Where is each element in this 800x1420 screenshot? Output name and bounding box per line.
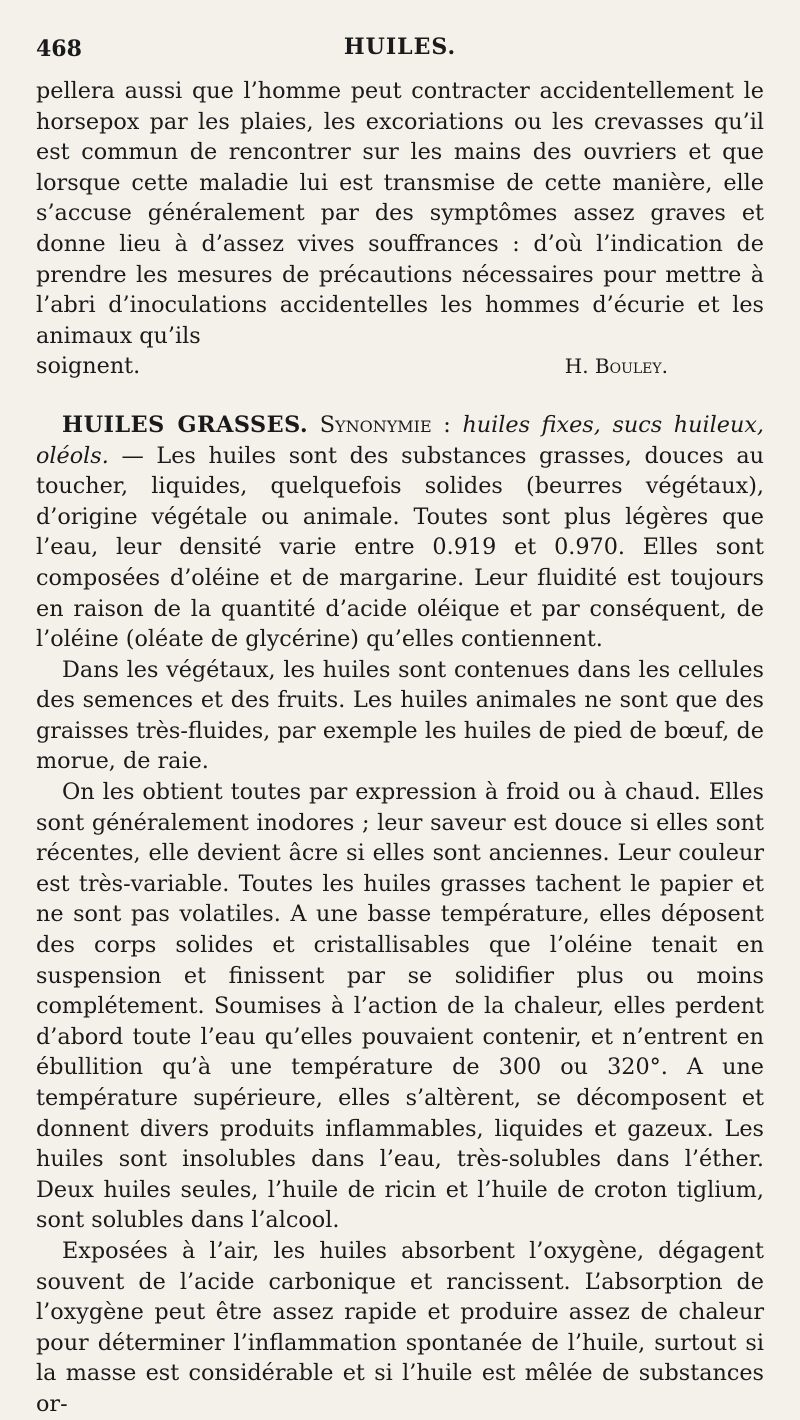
author-signature: H. Bouley. — [564, 354, 668, 379]
paragraph — [36, 1236, 764, 1420]
paragraph — [36, 777, 764, 1236]
page-number: 468 — [36, 36, 82, 62]
body-text — [36, 76, 764, 1420]
paragraph-text: Exposées à l’air, les huiles absorbent l’oxygène, dégagent souvent de l’acide carbonique et rancissent. L’absorption de l’oxygène peut être assez rapide et produire assez de chaleur pour déterminer l’inflammation spontanée de l’huile, surtout si la masse est considérable et si l’huile est mêlée de substances or- — [36, 1237, 764, 1417]
paragraph — [36, 655, 764, 777]
paragraph-text: — Les huiles sont des substances grasses, douces au toucher, liquides, quelquefois solides (beurres végétaux), d’origine végétale ou animale. Toutes sont plus légères que l’eau, leur densité varie entre 0.919 et 0.970. Elles sont composées d’oléine et de margarine. Leur fluidité est toujours en raison de la quantité d’acide oléique et par conséquent, de l’oléine (oléate de glycérine) qu’elles contiennent. — [36, 442, 764, 653]
paragraph-text: On les obtient toutes par expression à froid ou à chaud. Elles sont généralement inodores ; leur saveur est douce si elles sont récentes, elle devient âcre si elles sont anciennes. Leur couleur est très-variable. Toutes les huiles grasses tachent le papier et ne sont pas volatiles. A une basse température, elles déposent des corps solides et cristallisables que l’oléine tenait en suspension et finissent par se solidifier plus ou moins complétement. Soumises à l’action de la chaleur, elles perdent d’abord toute l’eau qu’elles pouvaient contenir, et n’entrent en ébullition qu’à une température de 300 ou 320°. A une température supérieure, elles s’altèrent, se décomposent et donnent divers produits inflammables, liquides et gazeux. Les huiles sont insolubles dans l’eau, très-solubles dans l’éther. Deux huiles seules, l’huile de ricin et l’huile de croton tiglium, sont solubles dans l’alcool. — [36, 779, 764, 1234]
paragraph-text: pellera aussi que l’homme peut contracter accidentellement le horsepox par les plaies, les excoriations ou les crevasses qu’il est commun de rencontrer sur les mains des ouvriers et que lorsque cette maladie lui est transmise de cette manière, elle s’accuse généralement par des symptômes assez graves et donne lieu à d’assez vives souffrances : d’où l’indication de prendre les mesures de précautions nécessaires pour mettre à l’abri d’inoculations accidentelles les hommes d’écurie et les animaux qu’ils — [36, 78, 764, 349]
page-header — [36, 30, 764, 70]
last-word: soignent. — [36, 353, 141, 380]
signature-line — [36, 351, 764, 382]
synonymie-label: Synonymie : — [319, 411, 451, 438]
entry-headword: HUILES GRASSES. — [62, 411, 309, 438]
entry-paragraph — [36, 410, 764, 655]
section-gap — [36, 382, 764, 410]
paragraph-continuation — [36, 76, 764, 351]
running-title: HUILES. — [343, 34, 457, 60]
book-page — [36, 30, 764, 1420]
synonyms: huiles fixes, sucs huileux, oléols. — [36, 411, 764, 469]
paragraph-text: Dans les végétaux, les huiles sont contenues dans les cellules des semences et des fruits. Les huiles animales ne sont que des graisses très-fluides, par exemple les huiles de pied de bœuf, de morue, de raie. — [36, 656, 764, 775]
